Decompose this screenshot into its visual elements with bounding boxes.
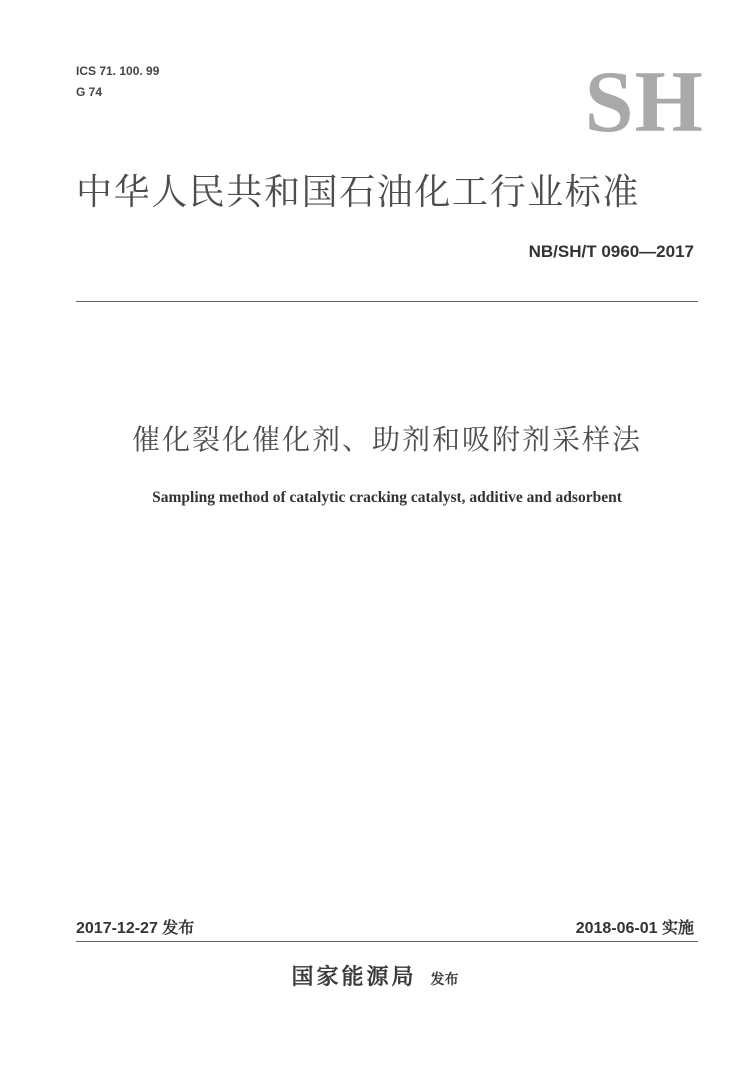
standard-code: NB/SH/T 0960—2017 [528,242,694,261]
classification-code: G 74 [76,85,103,99]
issuer-line [0,962,750,996]
top-divider [76,301,698,302]
publication-date: 2017-12-27 发布 [76,920,195,937]
issuer-suffix: 发布 [430,972,459,988]
implementation-date: 2018-06-01 实施 [575,920,694,937]
standard-category-title: 中华人民共和国石油化工行业标准 [76,172,641,213]
document-title-english: Sampling method of catalytic cracking catalyst, additive and adsorbent [152,489,622,506]
sh-logo: SH [584,54,704,151]
ics-code: ICS 71. 100. 99 [76,64,160,78]
issuer-name: 国家能源局 [291,965,417,990]
document-title-chinese: 催化裂化催化剂、助剂和吸附剂采样法 [131,423,642,456]
bottom-divider [76,941,698,942]
